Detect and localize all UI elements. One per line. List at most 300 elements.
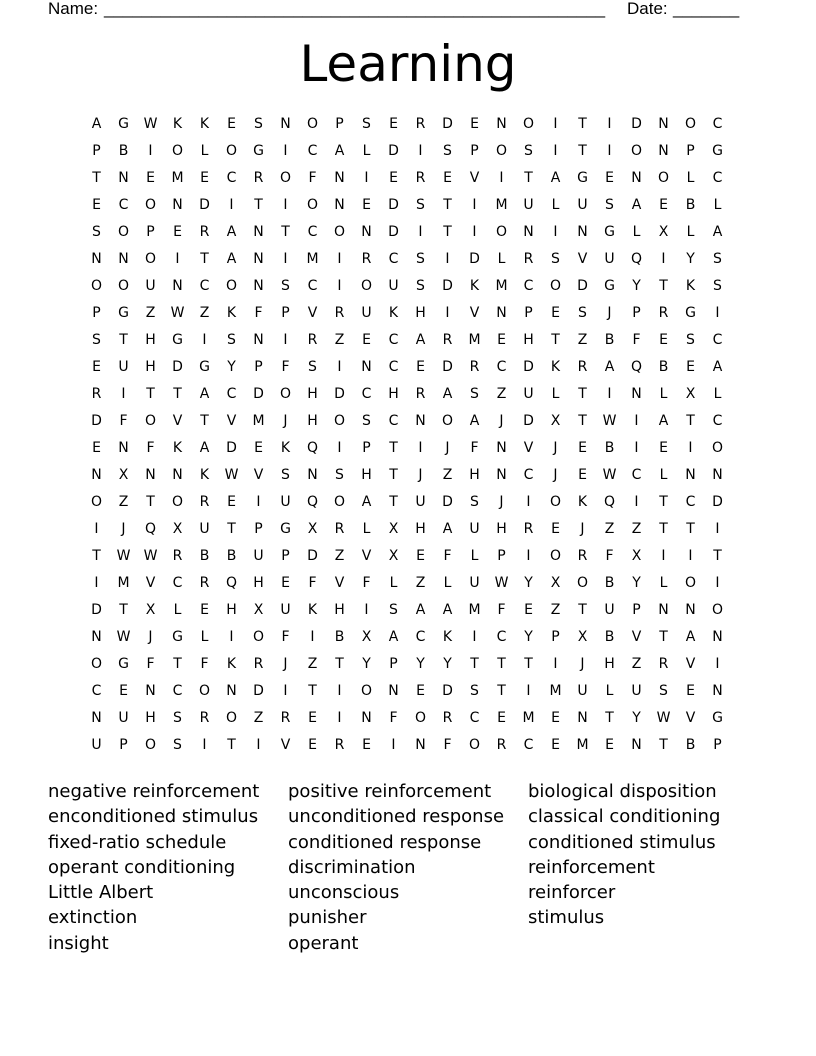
grid-letter: K [226,305,237,321]
grid-letter: Q [306,440,319,456]
grid-letter: U [604,251,615,267]
grid-letter: S [578,305,587,321]
grid-letter: N [118,170,129,186]
grid-letter: C [361,386,372,402]
grid-letter: R [577,359,588,375]
grid-letter: N [631,170,642,186]
grid-letter: U [91,737,102,753]
grid-letter: N [712,467,723,483]
grid-letter: V [307,305,318,321]
grid-letter: S [713,278,722,294]
grid-letter: U [118,710,129,726]
date-label: Date: [627,0,668,18]
grid-letter: T [659,278,668,294]
grid-letter: R [253,656,264,672]
grid-letter: C [172,683,183,699]
grid-letter: Z [307,656,318,672]
grid-letter: J [553,440,558,456]
grid-letter: L [362,521,371,537]
word-list [48,779,768,959]
grid-letter: Q [225,575,238,591]
grid-letter: S [362,413,371,429]
grid-letter: N [658,143,669,159]
grid-letter: S [362,116,371,132]
grid-letter: O [306,116,319,132]
grid-letter: D [172,359,183,375]
grid-letter: T [227,521,236,537]
grid-letter: D [226,440,237,456]
grid-letter: O [144,197,157,213]
grid-letter: T [389,440,398,456]
grid-letter: W [143,548,158,564]
grid-letter: F [443,737,452,753]
grid-letter: N [226,683,237,699]
grid-letter: D [253,683,264,699]
grid-letter: D [523,413,534,429]
grid-letter: G [280,521,291,537]
grid-letter: J [499,413,504,429]
grid-letter: O [279,386,292,402]
grid-letter: E [497,332,506,348]
grid-letter: N [658,116,669,132]
grid-letter: N [307,467,318,483]
grid-letter: O [495,224,508,240]
grid-letter: E [389,116,398,132]
grid-letter: O [414,710,427,726]
grid-letter: K [442,629,453,645]
grid-letter: P [470,143,479,159]
grid-letter: W [602,413,617,429]
grid-letter: O [360,683,373,699]
grid-letter: D [442,683,453,699]
grid-letter: C [388,359,399,375]
grid-letter: R [658,656,669,672]
grid-letter: I [229,629,234,645]
grid-letter: S [551,251,560,267]
grid-row [83,246,731,273]
grid-letter: E [686,683,695,699]
grid-letter: V [685,710,696,726]
grid-letter: L [173,602,182,618]
grid-letter: R [442,332,453,348]
grid-letter: S [470,683,479,699]
grid-letter: Z [496,386,507,402]
grid-row [83,381,731,408]
grid-letter: V [172,413,183,429]
grid-letter: A [631,197,642,213]
grid-letter: M [495,197,508,213]
grid-letter: W [602,467,617,483]
grid-letter: G [118,116,129,132]
grid-letter: N [496,116,507,132]
grid-letter: T [389,494,398,510]
grid-letter: E [92,197,101,213]
grid-letter: L [362,143,371,159]
grid-letter: F [308,170,317,186]
grid-letter: L [659,386,668,402]
grid-letter: D [253,386,264,402]
grid-letter: R [199,710,210,726]
grid-letter: V [361,548,372,564]
grid-letter: E [173,224,182,240]
grid-letter: O [468,737,481,753]
grid-letter: I [337,359,342,375]
grid-letter: N [172,278,183,294]
grid-letter: R [577,548,588,564]
grid-letter: O [198,683,211,699]
grid-letter: Q [630,251,643,267]
grid-letter: S [92,224,101,240]
grid-letter: N [280,116,291,132]
grid-letter: E [227,494,236,510]
grid-letter: H [523,332,534,348]
grid-letter: P [524,305,533,321]
grid-letter: C [523,278,534,294]
grid-letter: O [360,278,373,294]
grid-letter: Y [227,359,236,375]
grid-letter: V [253,467,264,483]
grid-letter: C [469,710,480,726]
grid-letter: O [144,251,157,267]
grid-letter: I [472,224,477,240]
grid-letter: X [307,521,318,537]
grid-letter: I [337,710,342,726]
word-search-grid [83,111,731,759]
grid-letter: A [199,440,210,456]
word-list-item: fixed-ratio schedule [48,831,227,853]
grid-letter: A [550,170,561,186]
grid-letter: L [686,170,695,186]
grid-letter: M [468,332,481,348]
grid-letter: M [549,683,562,699]
grid-letter: D [442,278,453,294]
grid-letter: T [578,413,587,429]
grid-letter: F [362,575,371,591]
grid-letter: R [253,170,264,186]
grid-letter: E [659,332,668,348]
grid-letter: U [523,386,534,402]
grid-letter: B [118,143,129,159]
grid-letter: J [580,656,585,672]
grid-letter: C [388,332,399,348]
grid-letter: O [549,278,562,294]
grid-letter: L [200,629,209,645]
grid-letter: C [712,170,723,186]
grid-letter: T [335,656,344,672]
grid-letter: L [713,197,722,213]
grid-letter: I [553,116,558,132]
grid-letter: T [254,197,263,213]
grid-letter: P [362,440,371,456]
grid-letter: K [172,116,183,132]
grid-letter: N [334,170,345,186]
grid-letter: I [337,440,342,456]
grid-letter: I [337,683,342,699]
grid-letter: X [658,224,669,240]
word-column [288,779,528,956]
grid-letter: E [254,440,263,456]
grid-row [83,138,731,165]
grid-letter: E [551,521,560,537]
grid-letter: I [499,170,504,186]
grid-letter: I [445,251,450,267]
grid-letter: I [553,224,558,240]
grid-letter: I [607,116,612,132]
grid-letter: O [225,143,238,159]
grid-letter: C [118,197,129,213]
grid-letter: R [307,332,318,348]
grid-letter: E [551,305,560,321]
grid-letter: X [388,548,399,564]
grid-letter: P [254,521,263,537]
grid-letter: A [442,521,453,537]
grid-letter: Z [118,494,129,510]
grid-letter: G [604,278,615,294]
grid-row [83,300,731,327]
grid-letter: I [391,737,396,753]
grid-letter: R [415,386,426,402]
grid-letter: M [171,170,184,186]
grid-row [83,489,731,516]
grid-letter: D [91,602,102,618]
grid-letter: I [661,251,666,267]
grid-letter: N [172,197,183,213]
grid-letter: R [442,710,453,726]
grid-letter: T [443,224,452,240]
grid-letter: U [388,278,399,294]
grid-letter: I [553,143,558,159]
grid-letter: C [712,116,723,132]
grid-letter: V [145,575,156,591]
grid-letter: R [523,521,534,537]
grid-row [83,354,731,381]
grid-letter: E [686,359,695,375]
grid-letter: E [497,710,506,726]
grid-letter: D [307,548,318,564]
grid-letter: F [146,440,155,456]
grid-letter: P [713,737,722,753]
grid-letter: I [661,548,666,564]
grid-letter: I [418,440,423,456]
grid-letter: O [117,278,130,294]
grid-letter: B [334,629,345,645]
grid-letter: A [712,359,723,375]
grid-letter: N [685,602,696,618]
grid-letter: E [200,170,209,186]
grid-letter: C [712,413,723,429]
grid-letter: C [523,737,534,753]
grid-letter: P [119,737,128,753]
grid-letter: N [253,224,264,240]
grid-letter: Y [524,575,533,591]
word-list-item: insight [48,932,109,954]
grid-letter: V [685,656,696,672]
grid-letter: H [415,521,426,537]
grid-letter: P [686,143,695,159]
grid-letter: W [116,629,131,645]
grid-letter: S [416,278,425,294]
grid-letter: A [604,359,615,375]
grid-letter: O [684,116,697,132]
grid-letter: O [684,575,697,591]
grid-letter: I [175,251,180,267]
grid-letter: U [118,359,129,375]
word-column [48,779,288,956]
grid-letter: C [388,413,399,429]
grid-row [83,327,731,354]
grid-letter: N [91,629,102,645]
grid-letter: L [632,224,641,240]
grid-letter: R [658,305,669,321]
grid-letter: X [118,467,129,483]
word-list-item: unconscious [288,882,400,904]
grid-letter: S [389,602,398,618]
grid-letter: P [632,602,641,618]
grid-letter: A [226,224,237,240]
grid-letter: C [226,386,237,402]
grid-letter: C [415,629,426,645]
grid-letter: B [226,548,237,564]
grid-letter: N [91,710,102,726]
grid-letter: Z [199,305,210,321]
grid-letter: N [577,710,588,726]
grid-letter: E [362,332,371,348]
grid-letter: S [659,683,668,699]
grid-letter: O [333,224,346,240]
grid-letter: U [469,575,480,591]
grid-letter: O [171,494,184,510]
grid-letter: K [199,116,210,132]
grid-letter: F [443,548,452,564]
word-list-item: biological disposition [528,781,717,802]
grid-letter: T [200,251,209,267]
grid-letter: N [496,467,507,483]
grid-letter: W [116,548,131,564]
grid-letter: E [389,170,398,186]
grid-letter: P [281,548,290,564]
grid-letter: P [92,305,101,321]
grid-letter: S [92,332,101,348]
grid-letter: I [472,197,477,213]
grid-letter: I [445,305,450,321]
grid-letter: I [607,143,612,159]
grid-letter: U [253,548,264,564]
grid-letter: T [389,467,398,483]
grid-letter: A [442,602,453,618]
grid-letter: J [607,305,612,321]
grid-letter: R [415,170,426,186]
grid-letter: I [553,656,558,672]
grid-letter: I [715,656,720,672]
grid-letter: Z [415,575,426,591]
grid-letter: A [442,386,453,402]
grid-letter: P [497,548,506,564]
grid-row [83,516,731,543]
grid-letter: S [281,278,290,294]
grid-letter: I [337,251,342,267]
grid-letter: T [470,656,479,672]
grid-letter: L [497,251,506,267]
grid-letter: T [578,602,587,618]
grid-letter: S [254,116,263,132]
grid-letter: H [253,575,264,591]
grid-letter: T [686,521,695,537]
grid-letter: Z [631,656,642,672]
grid-letter: X [685,386,696,402]
grid-letter: S [173,737,182,753]
grid-letter: H [307,386,318,402]
grid-letter: Y [632,710,641,726]
grid-row [83,111,731,138]
grid-letter: E [308,710,317,726]
grid-letter: Z [334,548,345,564]
grid-letter: K [307,602,318,618]
grid-letter: E [146,170,155,186]
grid-letter: G [199,359,210,375]
grid-letter: N [361,359,372,375]
grid-letter: O [117,224,130,240]
grid-letter: O [90,278,103,294]
grid-letter: L [659,467,668,483]
grid-letter: O [549,494,562,510]
grid-letter: T [578,143,587,159]
grid-letter: K [280,440,291,456]
grid-letter: Y [524,629,533,645]
grid-letter: O [144,737,157,753]
grid-letter: T [173,386,182,402]
grid-letter: R [496,737,507,753]
grid-letter: O [576,575,589,591]
grid-letter: O [90,494,103,510]
grid-letter: T [200,413,209,429]
grid-letter: F [254,305,263,321]
grid-letter: P [632,305,641,321]
word-list-item: positive reinforcement [288,781,492,802]
word-list-item: discrimination [288,856,416,878]
grid-letter: I [472,629,477,645]
grid-letter: C [388,251,399,267]
grid-letter: R [199,575,210,591]
grid-row [83,219,731,246]
grid-letter: O [495,143,508,159]
grid-letter: I [526,494,531,510]
grid-letter: U [361,305,372,321]
grid-letter: X [145,602,156,618]
grid-letter: W [656,710,671,726]
grid-letter: M [252,413,265,429]
word-list-item: reinforcement [528,856,655,878]
grid-letter: N [415,413,426,429]
word-list-item: operant [288,932,359,954]
grid-letter: T [119,332,128,348]
grid-letter: T [659,494,668,510]
grid-letter: E [524,602,533,618]
word-list-item: classical conditioning [528,806,721,828]
grid-row [83,624,731,651]
grid-letter: F [497,602,506,618]
grid-letter: I [688,548,693,564]
grid-letter: P [254,359,263,375]
grid-letter: R [199,224,210,240]
grid-letter: S [281,467,290,483]
grid-letter: X [361,629,372,645]
word-list-item: operant conditioning [48,856,236,878]
grid-letter: K [226,656,237,672]
grid-letter: I [229,197,234,213]
grid-letter: N [658,602,669,618]
grid-letter: U [604,602,615,618]
grid-letter: L [686,224,695,240]
